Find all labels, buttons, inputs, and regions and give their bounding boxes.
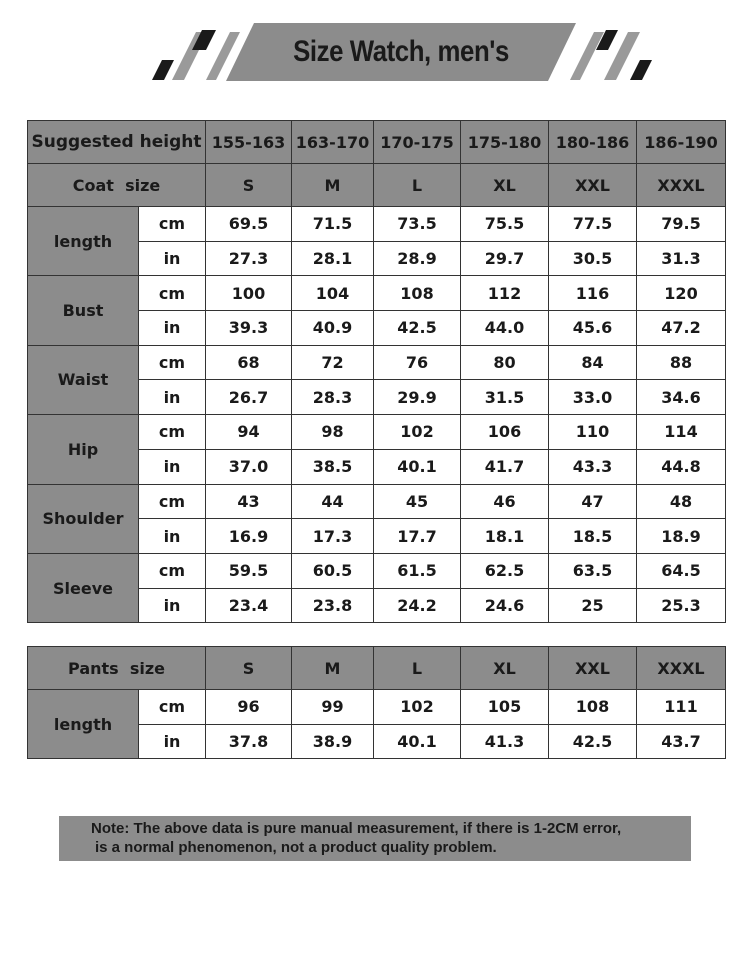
size-header: XXXL <box>637 164 726 207</box>
size-header: S <box>206 164 292 207</box>
measurement-value: 76 <box>374 345 461 380</box>
measurement-row-cm <box>28 553 726 588</box>
measurement-value: 28.3 <box>292 380 374 415</box>
measurement-value: 23.8 <box>292 588 374 623</box>
size-header: XXL <box>549 647 637 690</box>
measurement-value: 99 <box>292 690 374 725</box>
measurement-value: 77.5 <box>549 207 637 242</box>
measurement-value: 29.9 <box>374 380 461 415</box>
pants-size-label: Pants size <box>28 647 206 690</box>
measurement-value: 110 <box>549 415 637 450</box>
measurement-value: 40.9 <box>292 311 374 346</box>
unit-label: in <box>139 241 206 276</box>
measurement-value: 44 <box>292 484 374 519</box>
measurement-value: 23.4 <box>206 588 292 623</box>
measurement-row-cm <box>28 276 726 311</box>
unit-label: cm <box>139 276 206 311</box>
measurement-value: 61.5 <box>374 553 461 588</box>
measurement-value: 108 <box>549 690 637 725</box>
size-header: XXXL <box>637 647 726 690</box>
unit-label: in <box>139 588 206 623</box>
measurement-label: length <box>28 690 139 759</box>
measurement-label: Shoulder <box>28 484 139 553</box>
measurement-value: 80 <box>461 345 549 380</box>
measurement-value: 24.2 <box>374 588 461 623</box>
measurement-value: 33.0 <box>549 380 637 415</box>
measurement-value: 98 <box>292 415 374 450</box>
measurement-value: 62.5 <box>461 553 549 588</box>
measurement-value: 63.5 <box>549 553 637 588</box>
measurement-value: 47 <box>549 484 637 519</box>
measurement-value: 88 <box>637 345 726 380</box>
measurement-value: 45.6 <box>549 311 637 346</box>
unit-label: cm <box>139 690 206 725</box>
measurement-label: Bust <box>28 276 139 345</box>
coat-measurements <box>28 207 726 623</box>
pants-size-row <box>28 647 726 690</box>
measurement-value: 84 <box>549 345 637 380</box>
measurement-value: 16.9 <box>206 519 292 554</box>
measurement-value: 24.6 <box>461 588 549 623</box>
measurement-value: 43.3 <box>549 449 637 484</box>
measurement-value: 42.5 <box>549 724 637 759</box>
measurement-value: 114 <box>637 415 726 450</box>
measurement-value: 30.5 <box>549 241 637 276</box>
measurement-value: 59.5 <box>206 553 292 588</box>
measurement-value: 112 <box>461 276 549 311</box>
unit-label: in <box>139 449 206 484</box>
unit-label: cm <box>139 553 206 588</box>
size-header: L <box>374 164 461 207</box>
measurement-value: 72 <box>292 345 374 380</box>
coat-size-table <box>27 120 726 623</box>
size-header: XL <box>461 164 549 207</box>
coat-size-row <box>28 164 726 207</box>
measurement-value: 37.0 <box>206 449 292 484</box>
size-header: L <box>374 647 461 690</box>
measurement-value: 108 <box>374 276 461 311</box>
measurement-value: 68 <box>206 345 292 380</box>
measurement-value: 29.7 <box>461 241 549 276</box>
measurement-value: 105 <box>461 690 549 725</box>
measurement-value: 46 <box>461 484 549 519</box>
unit-label: cm <box>139 345 206 380</box>
height-range: 186-190 <box>637 121 726 164</box>
measurement-value: 106 <box>461 415 549 450</box>
height-range: 175-180 <box>461 121 549 164</box>
height-range: 163-170 <box>292 121 374 164</box>
unit-label: cm <box>139 484 206 519</box>
measurement-row-cm <box>28 484 726 519</box>
measurement-value: 75.5 <box>461 207 549 242</box>
measurement-value: 17.7 <box>374 519 461 554</box>
measurement-value: 25.3 <box>637 588 726 623</box>
measurement-value: 28.9 <box>374 241 461 276</box>
measurement-value: 41.3 <box>461 724 549 759</box>
measurement-value: 31.3 <box>637 241 726 276</box>
measurement-value: 40.1 <box>374 724 461 759</box>
height-range: 170-175 <box>374 121 461 164</box>
measurement-value: 116 <box>549 276 637 311</box>
measurement-value: 37.8 <box>206 724 292 759</box>
measurement-value: 18.1 <box>461 519 549 554</box>
measurement-label: length <box>28 207 139 276</box>
measurement-value: 26.7 <box>206 380 292 415</box>
height-label: Suggested height <box>28 121 206 164</box>
measurement-row-cm <box>28 415 726 450</box>
unit-label: cm <box>139 207 206 242</box>
measurement-value: 71.5 <box>292 207 374 242</box>
measurement-value: 47.2 <box>637 311 726 346</box>
measurement-value: 18.9 <box>637 519 726 554</box>
unit-label: in <box>139 380 206 415</box>
height-range: 180-186 <box>549 121 637 164</box>
measurement-value: 38.5 <box>292 449 374 484</box>
measurement-row-cm <box>28 690 726 725</box>
measurement-row-cm <box>28 345 726 380</box>
measurement-value: 27.3 <box>206 241 292 276</box>
measurement-label: Hip <box>28 415 139 484</box>
unit-label: in <box>139 519 206 554</box>
measurement-value: 73.5 <box>374 207 461 242</box>
measurement-value: 43 <box>206 484 292 519</box>
measurement-value: 111 <box>637 690 726 725</box>
measurement-value: 102 <box>374 415 461 450</box>
size-header: XL <box>461 647 549 690</box>
measurement-value: 48 <box>637 484 726 519</box>
measurement-value: 69.5 <box>206 207 292 242</box>
measurement-value: 102 <box>374 690 461 725</box>
measurement-label: Sleeve <box>28 553 139 622</box>
measurement-value: 34.6 <box>637 380 726 415</box>
right-stripes-decoration <box>556 28 666 82</box>
unit-label: cm <box>139 415 206 450</box>
measurement-value: 31.5 <box>461 380 549 415</box>
height-range: 155-163 <box>206 121 292 164</box>
measurement-value: 44.0 <box>461 311 549 346</box>
measurement-value: 40.1 <box>374 449 461 484</box>
coat-size-label: Coat size <box>28 164 206 207</box>
height-row <box>28 121 726 164</box>
pants-size-table <box>27 646 726 759</box>
measurement-value: 96 <box>206 690 292 725</box>
measurement-value: 45 <box>374 484 461 519</box>
measurement-value: 79.5 <box>637 207 726 242</box>
size-header: XXL <box>549 164 637 207</box>
measurement-value: 44.8 <box>637 449 726 484</box>
unit-label: in <box>139 311 206 346</box>
measurement-value: 41.7 <box>461 449 549 484</box>
measurement-value: 64.5 <box>637 553 726 588</box>
measurement-value: 94 <box>206 415 292 450</box>
pants-measurements <box>28 690 726 759</box>
note-line-1: Note: The above data is pure manual measurement, if there is 1-2CM error, <box>91 820 622 837</box>
measurement-row-cm <box>28 207 726 242</box>
note-line-2: is a normal phenomenon, not a product quality problem. <box>95 839 497 856</box>
unit-label: in <box>139 724 206 759</box>
measurement-value: 28.1 <box>292 241 374 276</box>
measurement-label: Waist <box>28 345 139 414</box>
page-title: Size Watch, men's <box>293 35 509 68</box>
measurement-value: 120 <box>637 276 726 311</box>
size-header: M <box>292 647 374 690</box>
measurement-value: 42.5 <box>374 311 461 346</box>
measurement-value: 100 <box>206 276 292 311</box>
measurement-value: 39.3 <box>206 311 292 346</box>
measurement-note <box>59 816 691 861</box>
measurement-value: 43.7 <box>637 724 726 759</box>
measurement-value: 38.9 <box>292 724 374 759</box>
measurement-value: 25 <box>549 588 637 623</box>
measurement-value: 104 <box>292 276 374 311</box>
size-header: M <box>292 164 374 207</box>
size-header: S <box>206 647 292 690</box>
measurement-value: 18.5 <box>549 519 637 554</box>
measurement-value: 17.3 <box>292 519 374 554</box>
measurement-value: 60.5 <box>292 553 374 588</box>
